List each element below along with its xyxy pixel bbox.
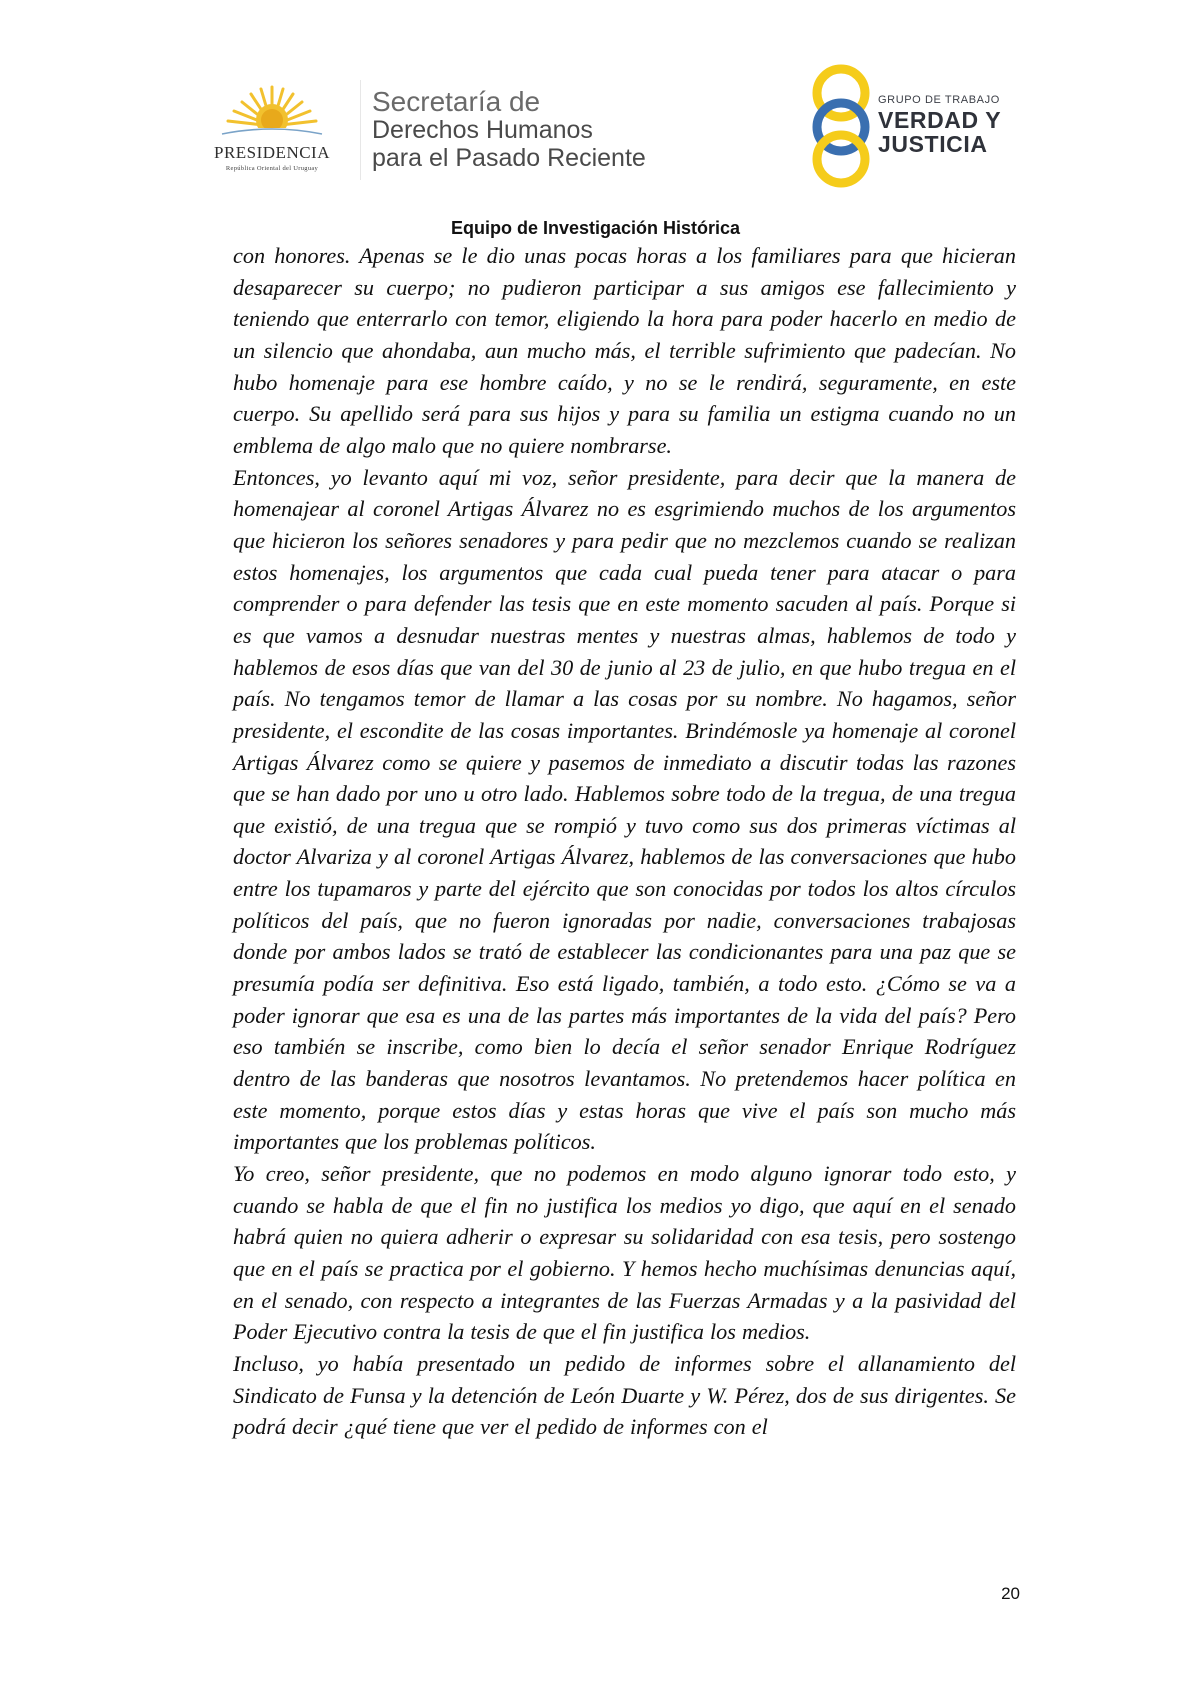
paragraph: Entonces, yo levanto aquí mi voz, señor presidente, para decir que la manera de homenajear al coronel Artigas Álvarez no es esgrimiendo muchos de los argumentos que hicieron los señores senadores y para pedir que no mezclemos cuando se realizan estos homenajes, los argumentos que cada cual pueda tener para atacar o para comprender o para defender las tesis que en este momento sacuden al país. Porque si es que vamos a desnudar nuestras mentes y nuestras almas, hablemos de todo y hablemos de esos días que van del 30 de junio al 23 de julio, en que hubo tregua en el país. No tengamos temor de llamar a las cosas por su nombre. No hagamos, señor presidente, el escondite de las cosas importantes. Brindémosle ya homenaje al coronel Artigas Álvarez como se quiere y pasemos de inmediato a discutir todas las razones que se han dado por uno u otro lado. Hablemos sobre todo de la tregua, de una tregua que existió, de una tregua que se rompió y tuvo como sus dos primeras víctimas al doctor Alvariza y al coronel Artigas Álvarez, hablemos de las conversaciones que hubo entre los tupamaros y parte del ejército que son conocidas por todos los altos círculos políticos del país, que no fueron ignoradas por nadie, conversaciones trabajosas donde por ambos lados se trató de establecer las condicionantes para una paz que se presumía podía ser definitiva. Eso está ligado, también, a todo esto. ¿Cómo se va a poder ignorar que esa es una de las partes más importantes de la vida del país? Pero eso también se inscribe, como bien lo decía el señor senador Enrique Rodríguez dentro de las banderas que nosotros levantamos. No pretendemos hacer política en este momento, porque estos días y estas horas que vive el país son mucho más importantes que los problemas políticos. (233, 464, 1016, 1155)
paragraph: Incluso, yo había presentado un pedido de informes sobre el allanamiento del Sindicato de Funsa y la detención de León Duarte y W. Pérez, dos de sus dirigentes. Se podrá decir ¿qué tiene que ver el pedido de informes con el (233, 1350, 1016, 1440)
interlocked-rings-icon (808, 62, 878, 190)
team-title: Equipo de Investigación Histórica (450, 218, 741, 238)
secretaria-line-3: para el Pasado Reciente (372, 144, 646, 172)
presidencia-logo (196, 84, 348, 184)
secretaria-line-2: Derechos Humanos (372, 116, 593, 144)
logo-divider (360, 80, 361, 180)
presidencia-name: PRESIDENCIA (213, 143, 330, 162)
grupo-justicia: JUSTICIA (878, 131, 988, 157)
secretaria-line-1: Secretaría de (372, 86, 541, 117)
secretaria-logo-text (372, 88, 646, 172)
page-number: 20 (1001, 1584, 1020, 1603)
document-body (233, 240, 1016, 1443)
paragraph: con honores. Apenas se le dio unas pocas horas a los familiares para que hicieran desaparecer su cuerpo; no pudieron participar a sus amigos ese fallecimiento y teniendo que enterrarlo con temor, eligiendo la hora para poder hacerlo en medio de un silencio que ahondaba, aun mucho más, el terrible sufrimiento que padecían. No hubo homenaje para ese hombre caído, y no se le rendirá, seguramente, en este cuerpo. Su apellido será para sus hijos y para su familia un estigma cuando no un emblema de algo malo que no quiere nombrarse. (233, 243, 1016, 458)
sun-emblem-icon (218, 84, 326, 144)
page-header (0, 0, 1191, 220)
grupo-label: GRUPO DE TRABAJO (878, 94, 1000, 106)
presidencia-subtitle: República Oriental del Uruguay (225, 165, 319, 172)
paragraph: Yo creo, señor presidente, que no podemos en modo alguno ignorar todo esto, y cuando se habla de que el fin no justifica los medios yo digo, que aquí en el senado habrá quien no quiera adherir o expresar su solidaridad con esa tesis, pero sostengo que en el país se practica por el gobierno. Y hemos hecho muchísimas denuncias aquí, en el senado, con respecto a integrantes de las Fuerzas Armadas y a la pasividad del Poder Ejecutivo contra la tesis de que el fin justifica los medios. (233, 1161, 1016, 1345)
grupo-verdad-justicia-logo (808, 62, 1028, 190)
grupo-verdad: VERDAD Y (878, 107, 1002, 133)
